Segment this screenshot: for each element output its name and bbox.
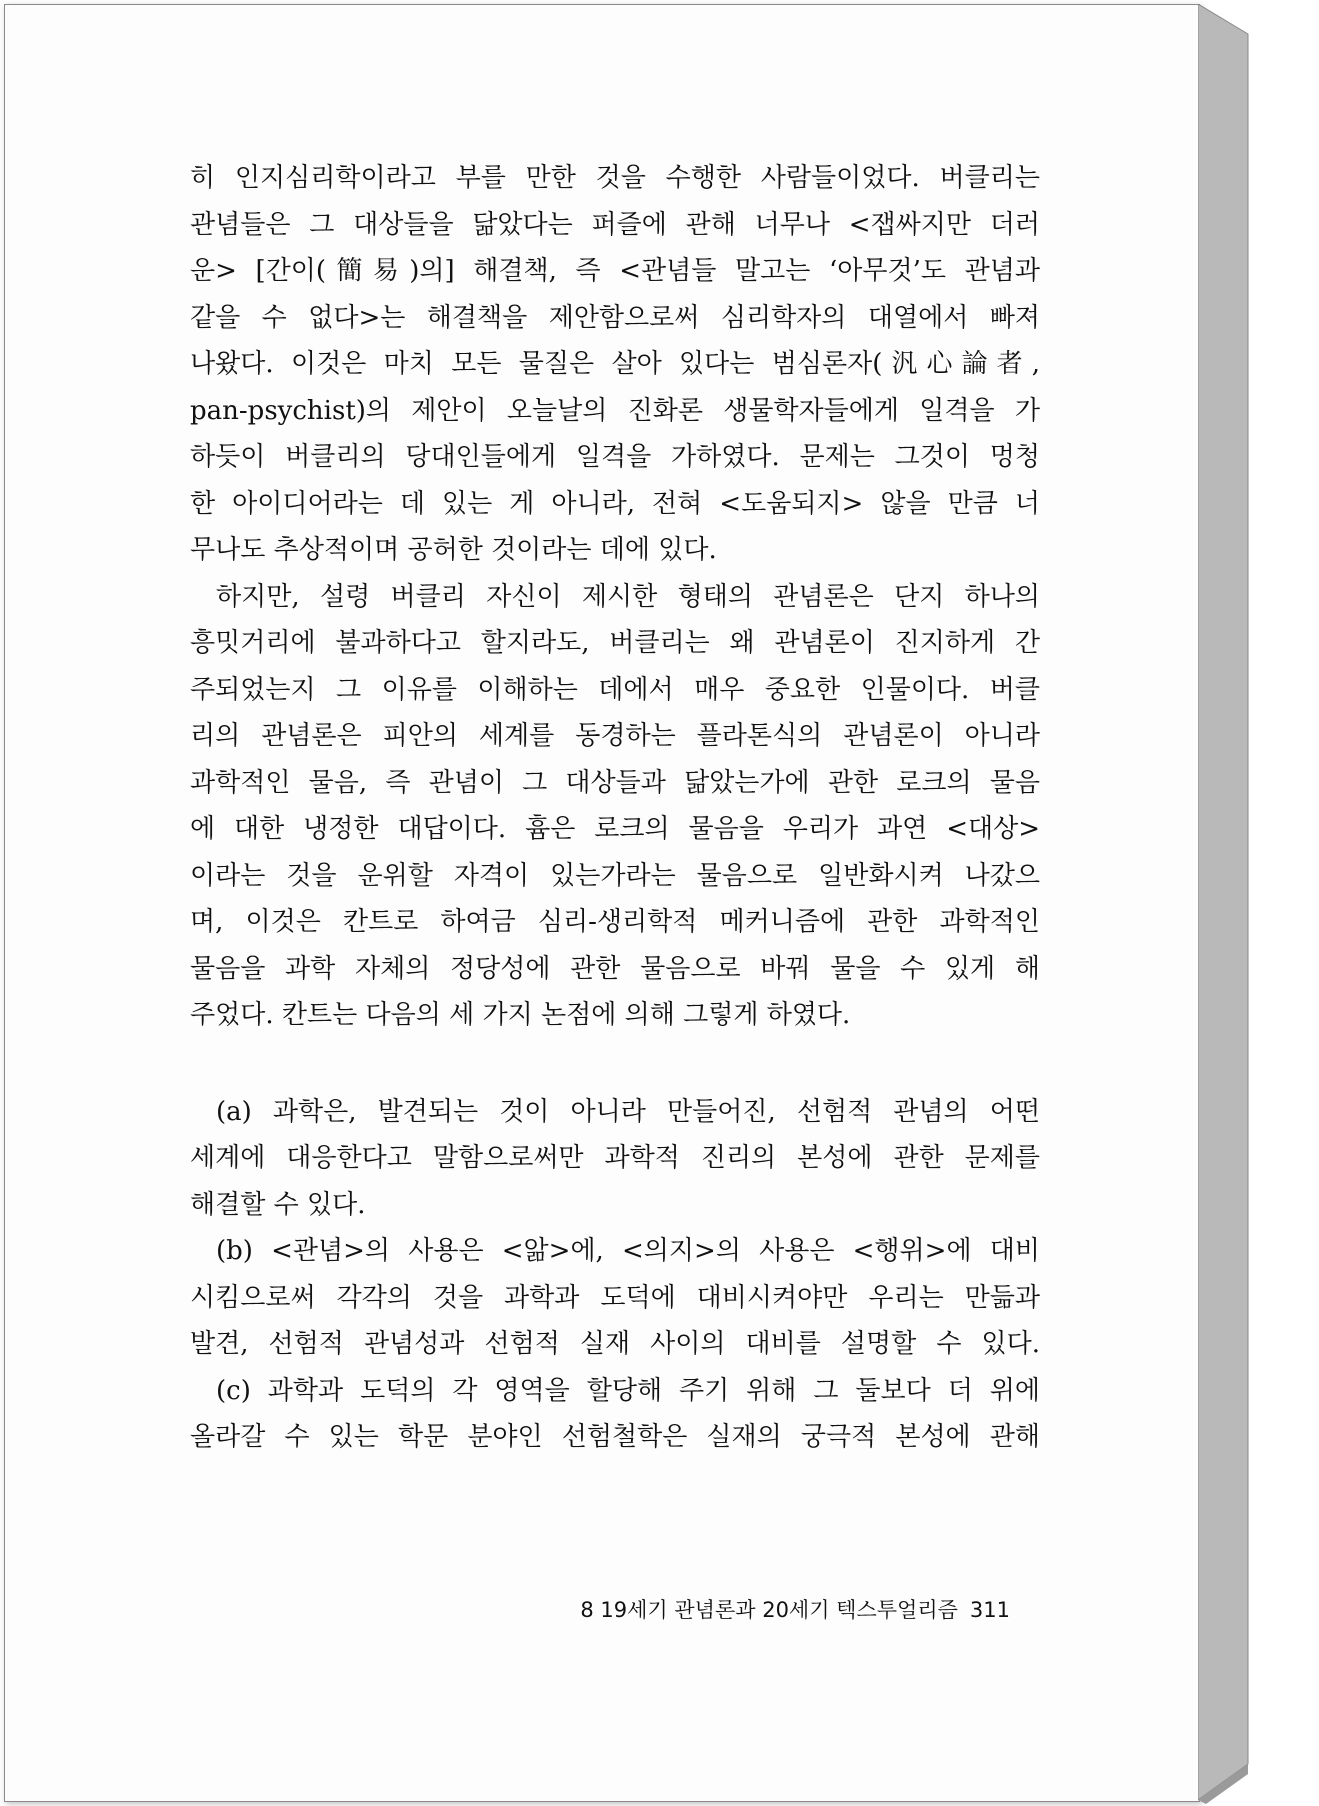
text-line: 주었다. 칸트는 다음의 세 가지 논점에 의해 그렇게 하였다. bbox=[190, 1000, 851, 1030]
paragraph-2 bbox=[190, 574, 1040, 1039]
list-item-b bbox=[190, 1228, 1040, 1368]
text-line: 운> [간이(簡易)의] 해결책, 즉 <관념들 말고는 ‘아무것’도 관념과 bbox=[190, 256, 1040, 286]
text-line: 이라는 것을 운위할 자격이 있는가라는 물음으로 일반화시켜 나갔으 bbox=[190, 860, 1040, 891]
text-line: (c) 과학과 도덕의 각 영역을 할당해 주기 위해 그 둘보다 더 위에 bbox=[216, 1375, 1040, 1406]
text-line: 물음을 과학 자체의 정당성에 관한 물음으로 바꿔 물을 수 있게 해 bbox=[190, 953, 1040, 984]
text-line: 세계에 대응한다고 말함으로써만 과학적 진리의 본성에 관한 문제를 bbox=[190, 1143, 1040, 1173]
text-line: 나왔다. 이것은 마치 모든 물질은 살아 있다는 범심론자(汎心論者, bbox=[190, 349, 1040, 379]
text-line: 하듯이 버클리의 당대인들에게 일격을 가하였다. 문제는 그것이 멍청 bbox=[190, 442, 1040, 472]
text-line: 리의 관념론은 피안의 세계를 동경하는 플라톤식의 관념론이 아니라 bbox=[190, 721, 1040, 751]
running-head: 8 19세기 관념론과 20세기 텍스투얼리즘 bbox=[580, 1598, 958, 1622]
text-line: 에 대한 냉정한 대답이다. 흄은 로크의 물음을 우리가 과연 <대상> bbox=[190, 814, 1040, 844]
page-edge-shape bbox=[1198, 4, 1298, 1804]
page-number: 311 bbox=[969, 1598, 1010, 1622]
text-line: pan-psychist)의 제안이 오늘날의 진화론 생물학자들에게 일격을 가 bbox=[190, 395, 1040, 426]
text-line: (b) <관념>의 사용은 <앎>에, <의지>의 사용은 <행위>에 대비 bbox=[216, 1236, 1040, 1266]
text-line: 히 인지심리학이라고 부를 만한 것을 수행한 사람들이었다. 버클리는 bbox=[190, 163, 1040, 193]
paragraph-1 bbox=[190, 155, 1040, 574]
text-line: 해결할 수 있다. bbox=[190, 1189, 366, 1220]
text-line: 과학적인 물음, 즉 관념이 그 대상들과 닮았는가에 관한 로크의 물음 bbox=[190, 767, 1040, 798]
text-line: 발견, 선험적 관념성과 선험적 실재 사이의 대비를 설명할 수 있다. bbox=[190, 1329, 1040, 1359]
text-line: 흥밋거리에 불과하다고 할지라도, 버클리는 왜 관념론이 진지하게 간 bbox=[190, 628, 1040, 658]
list-item-c bbox=[190, 1368, 1040, 1461]
text-line: 무나도 추상적이며 공허한 것이라는 데에 있다. bbox=[190, 535, 717, 565]
text-line: 주되었는지 그 이유를 이해하는 데에서 매우 중요한 인물이다. 버클 bbox=[190, 674, 1040, 705]
page-footer bbox=[550, 1594, 1010, 1624]
list-item-a bbox=[190, 1089, 1040, 1229]
text-line: 올라갈 수 있는 학문 분야인 선험철학은 실재의 궁극적 본성에 관해 bbox=[190, 1422, 1040, 1452]
paragraph-gap bbox=[190, 1039, 1040, 1089]
text-line: 며, 이것은 칸트로 하여금 심리-생리학적 메커니즘에 관한 과학적인 bbox=[190, 907, 1040, 937]
text-line: 같을 수 없다>는 해결책을 제안함으로써 심리학자의 대열에서 빠져 bbox=[190, 302, 1040, 333]
text-line: (a) 과학은, 발견되는 것이 아니라 만들어진, 선험적 관념의 어떤 bbox=[216, 1096, 1040, 1127]
body-text bbox=[190, 155, 1040, 1461]
text-line: 하지만, 설령 버클리 자신이 제시한 형태의 관념론은 단지 하나의 bbox=[216, 581, 1040, 612]
text-line: 시킴으로써 각각의 것을 과학과 도덕에 대비시켜야만 우리는 만듦과 bbox=[190, 1282, 1040, 1313]
text-line: 관념들은 그 대상들을 닮았다는 퍼즐에 관해 너무나 <잽싸지만 더러 bbox=[190, 209, 1040, 240]
text-line: 한 아이디어라는 데 있는 게 아니라, 전혀 <도움되지> 않을 만큼 너 bbox=[190, 488, 1040, 519]
